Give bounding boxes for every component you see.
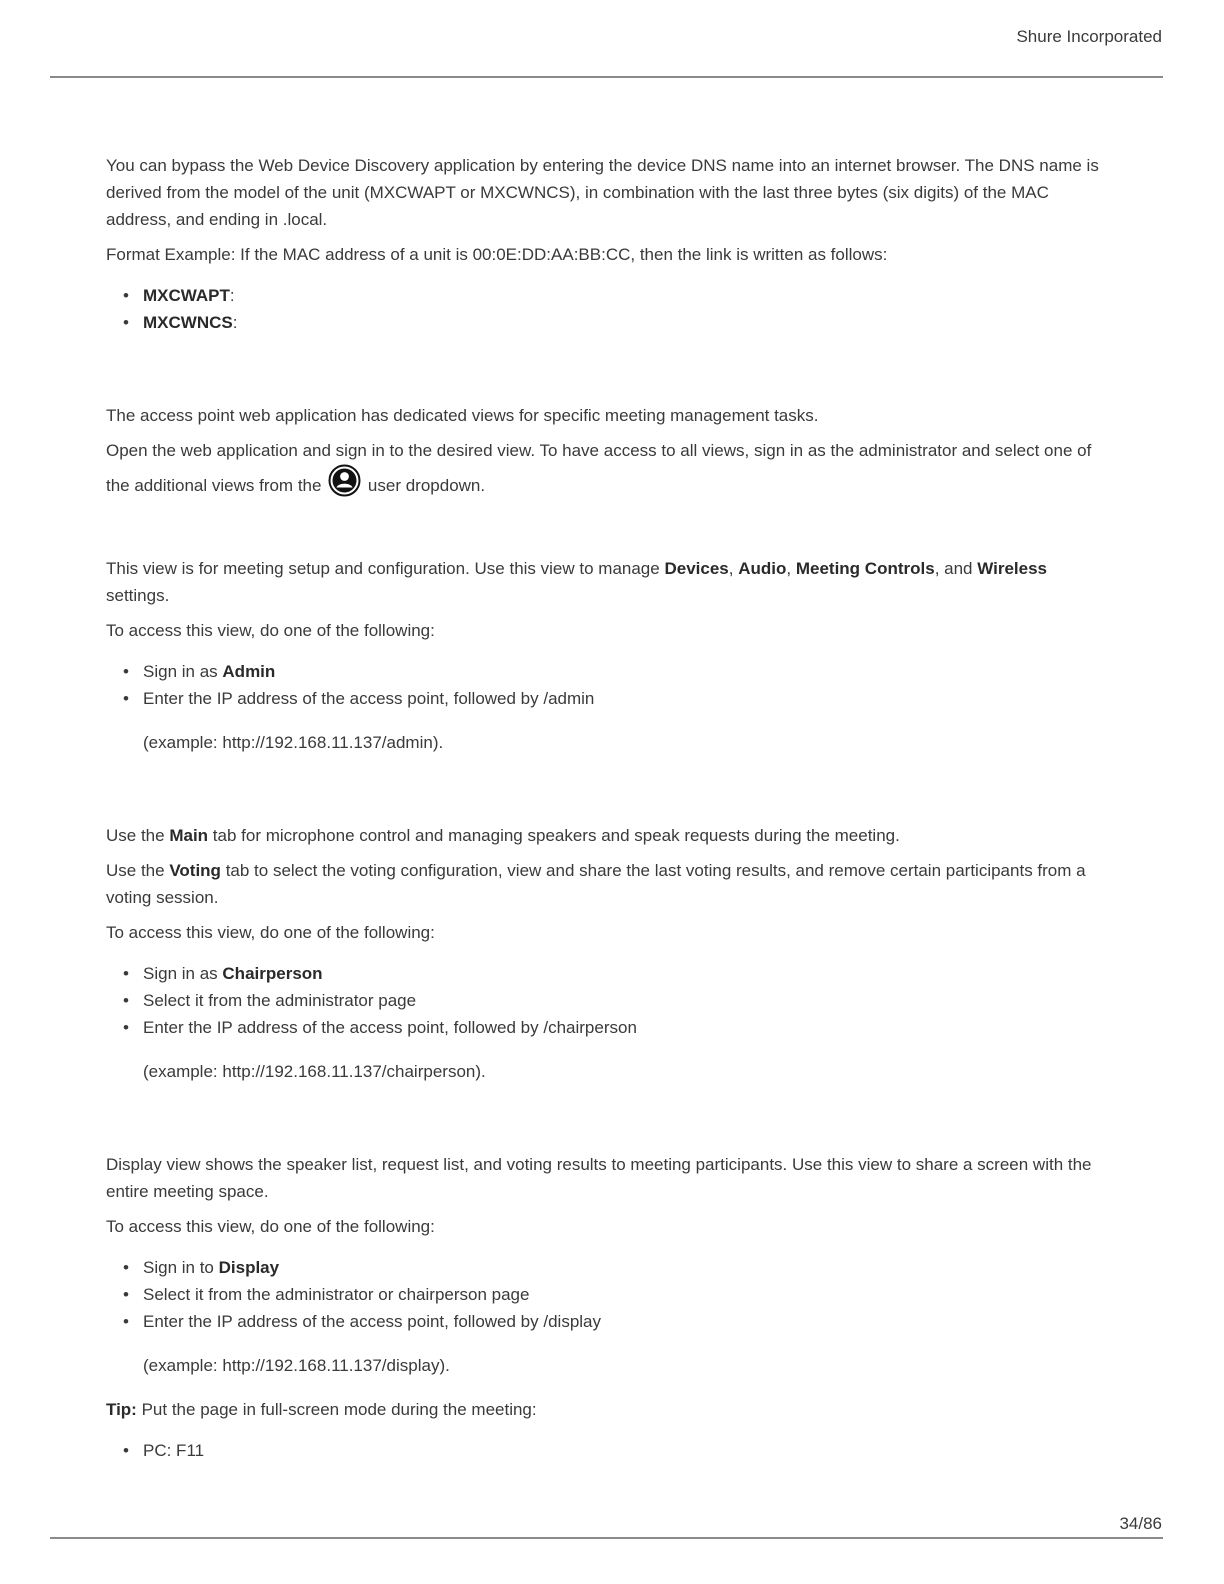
- term-main: Main: [169, 826, 209, 845]
- views-section: [106, 402, 1106, 499]
- term-display: Display: [218, 1258, 280, 1277]
- admin-section: [106, 555, 1106, 756]
- header-company: Shure Incorporated: [1016, 27, 1162, 46]
- tip-list: [106, 1437, 1106, 1464]
- text: tab to select the voting configuration, view and share the last voting results, and remove certain participants from a voting session.: [106, 861, 1086, 907]
- chairperson-access-text: To access this view, do one of the following:: [106, 923, 435, 942]
- list-item-text: Sign in to: [143, 1258, 214, 1277]
- display-section: [106, 1151, 1106, 1464]
- chairperson-access-list: [106, 960, 1106, 1041]
- chairperson-section: [106, 822, 1106, 1085]
- display-access-text: To access this view, do one of the following:: [106, 1217, 435, 1236]
- dns-section: [106, 152, 1106, 336]
- views-signin-paragraph: [106, 437, 1106, 499]
- list-item: • Select it from the administrator or chairperson page: [143, 1281, 1106, 1308]
- term-admin: Admin: [222, 662, 276, 681]
- views-paragraph: The access point web application has dedicated views for specific meeting management tasks.: [106, 406, 819, 425]
- tip-text: Put the page in full-screen mode during the meeting:: [141, 1400, 537, 1419]
- admin-access-list: [106, 658, 1106, 712]
- voting-tab-paragraph: [106, 857, 1106, 911]
- footer-rule: [50, 1537, 1163, 1539]
- display-example: (example: http://192.168.11.137/display).: [143, 1356, 450, 1375]
- admin-intro-after: settings.: [106, 586, 170, 605]
- list-item: [143, 282, 1106, 309]
- tip-paragraph: [106, 1396, 1106, 1423]
- model-name: MXCWNCS: [143, 313, 233, 332]
- chairperson-example: (example: http://192.168.11.137/chairperson).: [143, 1062, 486, 1081]
- list-item: [143, 658, 1106, 685]
- text: Use the: [106, 861, 165, 880]
- separator: ,: [786, 559, 792, 578]
- page-number: 34/86: [1119, 1514, 1162, 1533]
- display-intro: Display view shows the speaker list, request list, and voting results to meeting participants. Use this view to share a screen with the entire meeting space.: [106, 1155, 1092, 1201]
- list-item: • Select it from the administrator page: [143, 987, 1106, 1014]
- list-item-rest: :: [232, 313, 238, 332]
- separator: , and: [934, 559, 973, 578]
- dns-format-example: Format Example: If the MAC address of a unit is 00:0E:DD:AA:BB:CC, then the link is written as follows:: [106, 245, 888, 264]
- text: Use the: [106, 826, 165, 845]
- model-name: MXCWAPT: [143, 286, 230, 305]
- text: tab for microphone control and managing speakers and speak requests during the meeting.: [212, 826, 900, 845]
- list-item: • Enter the IP address of the access point, followed by /chairperson: [143, 1014, 1106, 1041]
- admin-intro-text: This view is for meeting setup and configuration. Use this view to manage: [106, 559, 660, 578]
- term-voting: Voting: [169, 861, 221, 880]
- term-wireless: Wireless: [977, 559, 1048, 578]
- admin-intro: [106, 555, 1106, 609]
- term-devices: Devices: [664, 559, 729, 578]
- list-item: • PC: F11: [143, 1437, 1106, 1464]
- user-circle-icon: [328, 464, 361, 497]
- admin-example: (example: http://192.168.11.137/admin).: [143, 733, 444, 752]
- views-signin-text: Open the web application and sign in to the desired view. To have access to all views, sign in as the administrator and select one of the additional views from the: [106, 441, 1092, 495]
- list-item: [143, 1254, 1106, 1281]
- dns-paragraph: You can bypass the Web Device Discovery application by entering the device DNS name into an internet browser. The DNS name is derived from the model of the unit (MXCWAPT or MXCWNCS), in combination with the last three bytes (six digits) of the MAC address, and ending in .local.: [106, 156, 1099, 229]
- list-item: [143, 309, 1106, 336]
- list-item-rest: :: [229, 286, 235, 305]
- term-chairperson: Chairperson: [222, 964, 323, 983]
- list-item: • Enter the IP address of the access point, followed by /display: [143, 1308, 1106, 1335]
- term-meeting-controls: Meeting Controls: [795, 559, 935, 578]
- separator: ,: [728, 559, 734, 578]
- admin-access-text: To access this view, do one of the following:: [106, 621, 435, 640]
- list-item-text: Sign in as: [143, 662, 218, 681]
- list-item: • Enter the IP address of the access point, followed by /admin: [143, 685, 1106, 712]
- dns-model-list: [106, 282, 1106, 336]
- display-access-list: [106, 1254, 1106, 1335]
- page-content: [106, 152, 1106, 1464]
- views-signin-text-after: user dropdown.: [367, 476, 486, 495]
- main-tab-paragraph: [106, 822, 1106, 849]
- list-item-text: Sign in as: [143, 964, 218, 983]
- header-rule: [50, 76, 1163, 78]
- tip-label: Tip:: [106, 1400, 137, 1419]
- term-audio: Audio: [738, 559, 787, 578]
- list-item: [143, 960, 1106, 987]
